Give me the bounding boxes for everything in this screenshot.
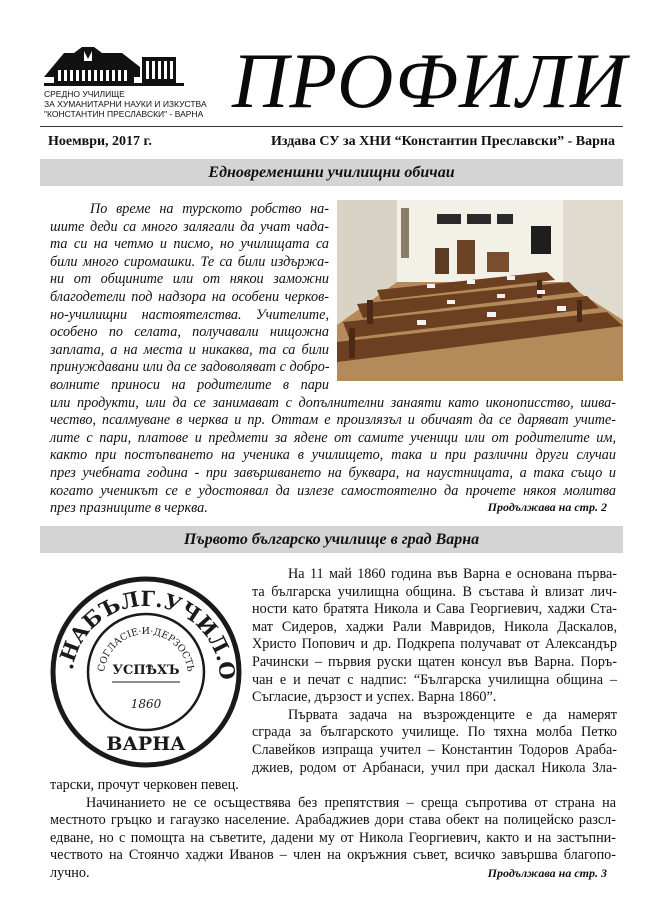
seal-center-text: УСПѢХЪ [112,663,180,678]
article2-body-narrow [252,566,617,777]
seal-year: 1860 [130,697,162,711]
text-line: Начинанието не се осъществява без препятствия – среща съпротива от страна на [86,794,616,811]
article2-heading-bar [40,526,623,553]
text-line: чеството на Стоянчо хаджи Иванов – член на окръжния съвет, всичко завършва благопо- [50,847,616,864]
text-line: чан е и печат с надпис: “Българска училищна община – [252,671,617,688]
text-line: та българска училищна община. В състава ѝ влизат лич- [252,583,617,600]
article1-heading-bar [40,159,623,186]
text-line: та си на четмо и писмо, но училищата са [50,236,329,253]
seal-image [42,568,247,771]
text-line: мат Сидеров, хаджи Рали Мавридов, Никола Даскалов, [252,618,617,635]
text-line: Рачински – първия руски щатен консул във Варна. Поръ- [252,653,617,670]
text-line: ности като братята Никола и Сава Георгиевич, хаджи Ста- [252,601,617,618]
text-line: Първата задача на възрожденците е да намерят [288,706,617,723]
text-line: когато ученикът се е удостоявал да излезе самостоятелно да прочете някоя молитва [50,482,616,499]
text-line: На 11 май 1860 година във Варна е основана първа- [288,566,617,582]
text-line: както при постъпването на ученика в училището, така и при различни други случаи [50,447,616,464]
text-line: шите деди са много залягали да учат чада- [50,218,329,235]
school-logo [44,45,184,89]
header-divider [40,126,623,127]
article1-continued: Продължава на стр. 2 [487,500,607,514]
text-line: лите с пари, платове и предмети за ядене от самите ученици или от родителите им, [50,429,616,446]
text-line: Славейков изпраща учител – Константин Тодоров Араба- [252,741,617,758]
text-line: през учебната година - при завършването на буквара, на наустницата, а така също и [50,464,616,481]
text-line: сграда за българското училище. По тяхна молба Петко [252,724,617,741]
school-name [44,89,207,119]
text-line: едване, но с помощта на съветите, дадени му от Никола Георгиевич, както и на застъпни- [50,829,616,846]
text-line: джиев, родом от Арбанаси, учил при даскал Никола Зла- [252,759,617,776]
text-line: но-училищни настоятелства. Учителите, [50,306,329,323]
school-line: СРЕДНО УЧИЛИЩЕ [44,89,125,99]
text-line: ни от общините или от някои заможни [50,271,329,288]
publisher-line: Издава СУ за ХНИ “Константин Преславски” - Варна [270,134,615,149]
text-line: били много сиромашки. Те са били издържа- [50,253,329,270]
text-line: лучно. [50,864,90,881]
text-line: или продукти, или да се занимават с допълнителни занаяти като иконописство, шива- [50,394,616,411]
text-line: Христо Попович и др. Подкрепа получават от Александър [252,636,617,653]
text-line: чество, псалмуване в черква и пр. Оттам е произлязъл и обичаят да се даряват учите- [50,412,616,429]
text-line: особено по селата, получавали нищожна [50,324,329,341]
school-line: "КОНСТАНТИН ПРЕСЛАВСКИ" - ВАРНА [44,109,204,119]
text-line: тарски, прочут черковен певец. [50,777,239,793]
article2-heading: Първото българско училище в град Варна [183,530,480,548]
article1-heading: Едновременшни училищни обичаи [208,163,455,181]
text-line: през празниците в черква. [50,500,208,517]
classroom-photo [337,200,623,381]
seal-ring-text: .НАБЪЛГ.УЧИЛ.О [52,585,241,682]
issue-date: Ноември, 2017 г. [48,134,152,149]
seal-inner-text: СОГЛАСІЕ·И·ДЕРЗОСТЬ [96,625,196,673]
text-line: Съгласие, дързост и успех. Варна 1860”. [252,689,497,706]
seal-city: ВАРНА [106,733,186,755]
text-line: местното гръцко и гагаузко население. Арабаджиев дори става обект на полицейско разсл- [50,812,616,829]
text-line: благодетели под надзора на особени черков- [50,288,329,305]
text-line: По време на турското робство на- [90,201,329,217]
article2-continued: Продължава на стр. 3 [487,866,607,880]
text-line: принуждавани или да се задоволяват с добро- [50,359,330,376]
school-line: ЗА ХУМАНИТАРНИ НАУКИ И ИЗКУСТВА [44,99,207,109]
text-line: волните приноси на родителите в пари [50,376,329,393]
text-line: заплата, а на места и никаква, та са били [50,341,329,358]
masthead-title: ПРОФИЛИ [232,37,628,124]
article1-body-narrow [50,201,329,395]
